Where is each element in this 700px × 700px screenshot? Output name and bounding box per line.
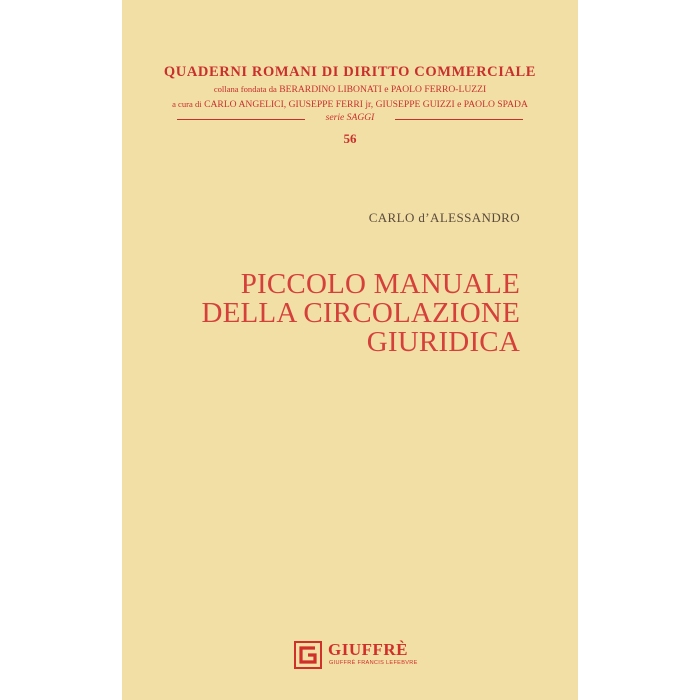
series-editors: CARLO ANGELICI, GIUSEPPE FERRI jr, GIUSEPPE GUIZZI e PAOLO SPADA (204, 99, 528, 110)
publisher-name: GIUFFRÈ (328, 640, 408, 659)
book-title (201, 270, 520, 357)
book-title-line: PICCOLO MANUALE (240, 268, 520, 300)
founded-prefix: collana fondata da (213, 84, 277, 94)
divider-right (395, 119, 523, 120)
editors-prefix: a cura di (172, 99, 202, 109)
publisher-subtitle: GIUFFRÈ FRANCIS LEFEBVRE (329, 660, 418, 666)
divider-left (177, 119, 305, 120)
series-founders: BERARDINO LIBONATI e PAOLO FERRO-LUZZI (279, 84, 487, 95)
book-title-line: GIURIDICA (366, 326, 520, 358)
series-title: QUADERNI ROMANI DI DIRITTO COMMERCIALE (163, 64, 537, 80)
subseries-label: serie SAGGI (325, 112, 375, 123)
giuffre-logo-icon (294, 641, 322, 669)
book-cover (122, 0, 578, 700)
author-name: CARLO d’ALESSANDRO (368, 210, 520, 225)
series-editors-line (122, 99, 578, 110)
volume-number: 56 (343, 131, 357, 146)
series-founders-line (122, 84, 578, 95)
book-title-line: DELLA CIRCOLAZIONE (201, 297, 520, 329)
